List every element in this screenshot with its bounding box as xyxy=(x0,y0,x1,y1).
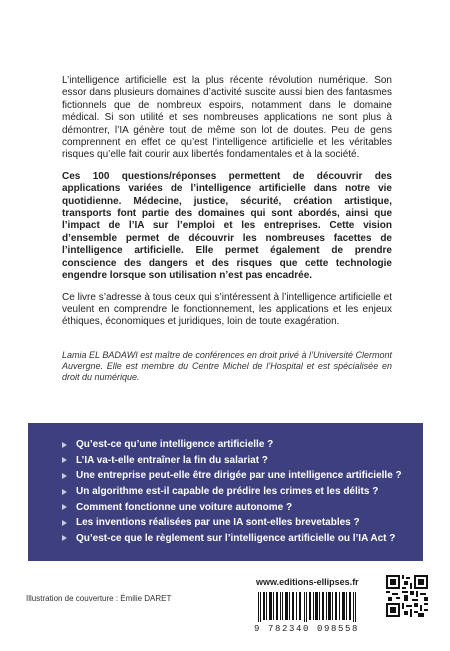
arrow-icon xyxy=(62,489,67,495)
intro-paragraph: L’intelligence artificielle est la plus récente révolution numérique. Son essor dans plusieurs domaines d’activité suscite aussi bien des fantasmes fictionnels que de nombreux espoirs, notamment dans le domaine médical. Si son utilité et ses nombreuses applications ne sont plus à démontrer, l’IA génère tout de même son lot de doutes. Peu de gens comprennent en effet ce qu’est l’intelligence artificielle et les véritables risques qu’elle fait courir aux libertés fondamentales et à la société. xyxy=(62,75,392,161)
author-bio: Lamia EL BADAWI est maître de conférences en droit privé à l’Université Clermont Auvergne. Elle est membre du Centre Michel de l’Hospital et est spécialisée en droit du numérique. xyxy=(62,350,392,383)
arrow-icon xyxy=(62,442,67,448)
qr-code-icon xyxy=(386,575,428,617)
audience-paragraph: Ce livre s’adresse à tous ceux qui s’intéressent à l’intelligence artificielle et veulent en comprendre le fonctionnement, les applications et les enjeux éthiques, économiques et juridiques, loin de toute exagération. xyxy=(62,291,392,328)
isbn-number: 9 782340 098558 xyxy=(254,624,360,634)
publisher-website: www.editions-ellipses.fr xyxy=(256,577,359,587)
question-text: L’IA va-t-elle entraîner la fin du salariat ? xyxy=(76,454,268,466)
question-item xyxy=(62,499,423,515)
arrow-icon xyxy=(62,520,67,526)
question-text: Qu’est-ce qu’une intelligence artificielle ? xyxy=(76,439,274,451)
content-paragraph: Ces 100 questions/réponses permettent de découvrir des applications variées de l’intelligence artificielle dans notre vie quotidienne. Médecine, justice, sécurité, création artistique, transports font partie des domaines qui sont abordés, ainsi que l’impact de l’IA sur l’emploi et les entreprises. Cette vision d’ensemble permet de découvrir les nombreuses facettes de l’intelligence artificielle. Elle permet également de prendre conscience des dangers et des risques que cette technologie engendre lorsque son utilisation n’est pas encadrée. xyxy=(62,170,392,282)
question-item xyxy=(62,531,423,547)
question-text: Une entreprise peut-elle être dirigée par une intelligence artificielle ? xyxy=(76,470,402,482)
cover-illustration-credit: Illustration de couverture : Émilie DARET xyxy=(26,594,172,603)
arrow-icon xyxy=(62,504,67,510)
question-item xyxy=(62,515,423,531)
question-text: Qu’est-ce que le règlement sur l’intelligence artificielle ou l’IA Act ? xyxy=(76,532,396,544)
question-item xyxy=(62,468,423,484)
question-text: Comment fonctionne une voiture autonome ? xyxy=(76,501,293,513)
question-item xyxy=(62,453,423,469)
arrow-icon xyxy=(62,473,67,479)
barcode-icon xyxy=(258,592,358,622)
arrow-icon xyxy=(62,457,67,463)
arrow-icon xyxy=(62,535,67,541)
question-item xyxy=(62,437,423,453)
question-text: Un algorithme est-il capable de prédire les crimes et les délits ? xyxy=(76,486,379,498)
question-item xyxy=(62,484,423,500)
questions-box xyxy=(28,423,423,561)
back-cover-text xyxy=(62,75,392,338)
question-text: Les inventions réalisées par une IA sont-elles brevetables ? xyxy=(76,517,360,529)
